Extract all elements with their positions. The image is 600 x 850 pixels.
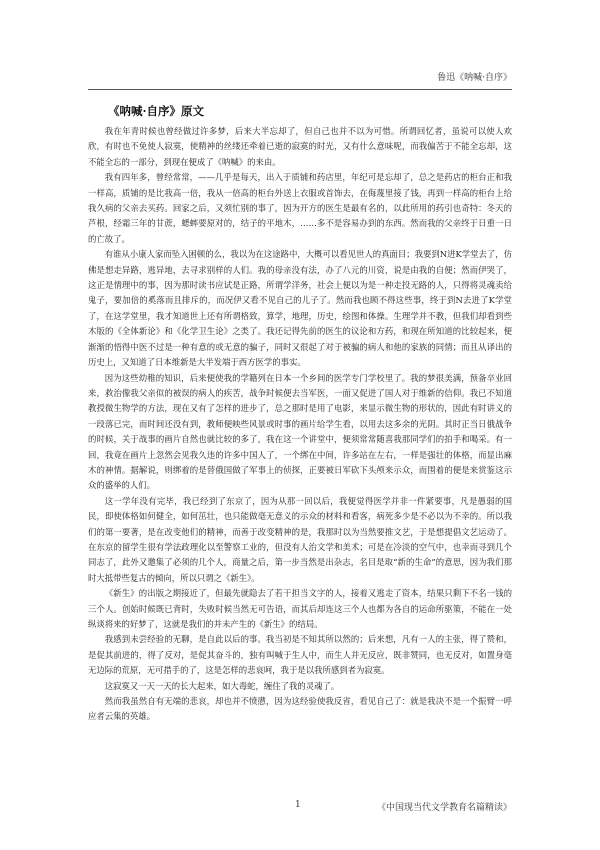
paragraph: 这寂寞又一天一天的长大起来，如大毒蛇，缠住了我的灵魂了。 [104, 680, 340, 691]
paragraph: 然而我虽然自有无端的悲哀，却也并不愤懑，因为这经验使我反省，看见自己了：就是我决不是一个振臂一呼应者云集的英雄。 [88, 696, 512, 722]
paragraph: 我有四年多，曾经常常，——几乎是每天，出入于质铺和药店里，年纪可是忘却了，总之是药店的柜台正和我一样高，质铺的是比我高一倍，我从一倍高的柜台外送上衣服或首饰去，在侮蔑里接了钱，再到一样高的柜台上给我久病的父亲去买药。回家之后，又须忙别的事了，因为开方的医生是最有名的，以此所用的药引也奇特：冬天的芦根，经霜三年的甘蔗，蟋蟀要原对的，结子的平地木，……多不是容易办到的东西。然而我的父亲终于日重一日的亡故了。 [88, 172, 512, 244]
paragraph: 我在年青时候也曾经做过许多梦，后来大半忘却了，但自己也并不以为可惜。所谓回忆者，虽说可以使人欢欣，有时也不免使人寂寞，使精神的丝缕还牵着已逝的寂寞的时光，又有什么意味呢，而我偏苦于不能全忘却，这不能全忘的一部分，到现在便成了《呐喊》的来由。 [88, 126, 512, 167]
paragraph: 有谁从小康人家而坠入困顿的么，我以为在这途路中，大概可以看见世人的真面目；我要到N进K学堂去了，仿佛是想走异路，逃异地，去寻求别样的人们。我的母亲没有法，办了八元的川资，说是由我的自便；然而伊哭了，这正是情理中的事，因为那时读书应试是正路，所谓学洋务，社会上便以为是一种走投无路的人，只得将灵魂卖给鬼子，要加倍的奚落而且排斥的，而况伊又看不见自己的儿子了。然而我也顾不得这些事，终于到N去进了K学堂了，在这学堂里，我才知道世上还有所谓格致，算学，地理，历史，绘图和体操。生理学并不教，但我们却看到些木版的《全体新论》和《化学卫生论》之类了。我还记得先前的医生的议论和方药，和现在所知道的比较起来，便渐渐的悟得中医不过是一种有意的或无意的骗子，同时又很起了对于被骗的病人和他的家族的同情；而且从译出的历史上，又知道了日本维新是大半发端于西方医学的事实。 [88, 249, 513, 368]
paragraph: 我感到未尝经验的无聊，是自此以后的事。我当初是不知其所以然的；后来想，凡有一人的主张，得了赞和，是促其前进的，得了反对，是促其奋斗的，独有叫喊于生人中，而生人并无反应，既非赞同，也无反对，如置身毫无边际的荒原，无可措手的了，这是怎样的悲哀呵，我于是以我所感到者为寂寞。 [88, 634, 512, 676]
header-text: 鲁迅《呐喊·自序》 [437, 73, 512, 83]
body-text [88, 124, 512, 725]
paragraph: 因为这些幼稚的知识，后来便使我的学籍列在日本一个乡间的医学专门学校里了。我的梦很美满，预备卒业回来，救治像我父亲似的被误的病人的疾苦，战争时候便去当军医，一面又促进了国人对于维新的信仰。我已不知道教授微生物学的方法，现在又有了怎样的进步了，总之那时是用了电影，来显示微生物的形状的，因此有时讲义的一段落已完，而时间还没有到，教师便映些风景或时事的画片给学生看，以用去这多余的光阴。其时正当日俄战争的时候，关于战事的画片自然也就比较的多了，我在这一个讲堂中，便须常常随喜我那同学们的拍手和喝采。有一回，我竟在画片上忽然会见我久违的许多中国人了，一个绑在中间，许多站在左右，一样是强壮的体格，而显出麻木的神情。据解说，则绑着的是替俄国做了军事上的侦探，正要被日军砍下头颅来示众，而围着的便是来赏鉴这示众的盛举的人们。 [88, 372, 512, 491]
paragraph: 《新生》的出版之期接近了，但最先就隐去了若干担当文字的人，接着又逃走了资本，结果只剩下不名一钱的三个人。创始时候既已背时，失败时候当然无可告语，而其后却连这三个人也都为各自的运命所驱策，不能在一处纵谈将来的好梦了，这就是我们的并未产生的《新生》的结局。 [88, 588, 512, 629]
paragraph: 这一学年没有完毕，我已经到了东京了，因为从那一回以后，我便觉得医学并非一件紧要事，凡是愚弱的国民，即使体格如何健全，如何茁壮，也只能做毫无意义的示众的材料和看客，病死多少是不必以为不幸的。所以我们的第一要著，是在改变他们的精神，而善于改变精神的是，我那时以为当然要推文艺，于是想提倡文艺运动了。在东京的留学生很有学法政理化以至警察工业的，但没有人治文学和美术；可是在冷淡的空气中，也幸而寻到几个同志了，此外又邀集了必须的几个人，商量之后，第一步当然是出杂志，名目是取“新的生命”的意思，因为我们那时大抵带些复古的倾向，所以只谓之《新生》。 [88, 495, 512, 583]
page-title: 《呐喊·自序》原文 [108, 104, 205, 118]
running-header [88, 67, 512, 90]
page-number: 1 [295, 800, 301, 810]
footer-source: 《中国现当代文学教育名篇精读》 [376, 803, 512, 813]
